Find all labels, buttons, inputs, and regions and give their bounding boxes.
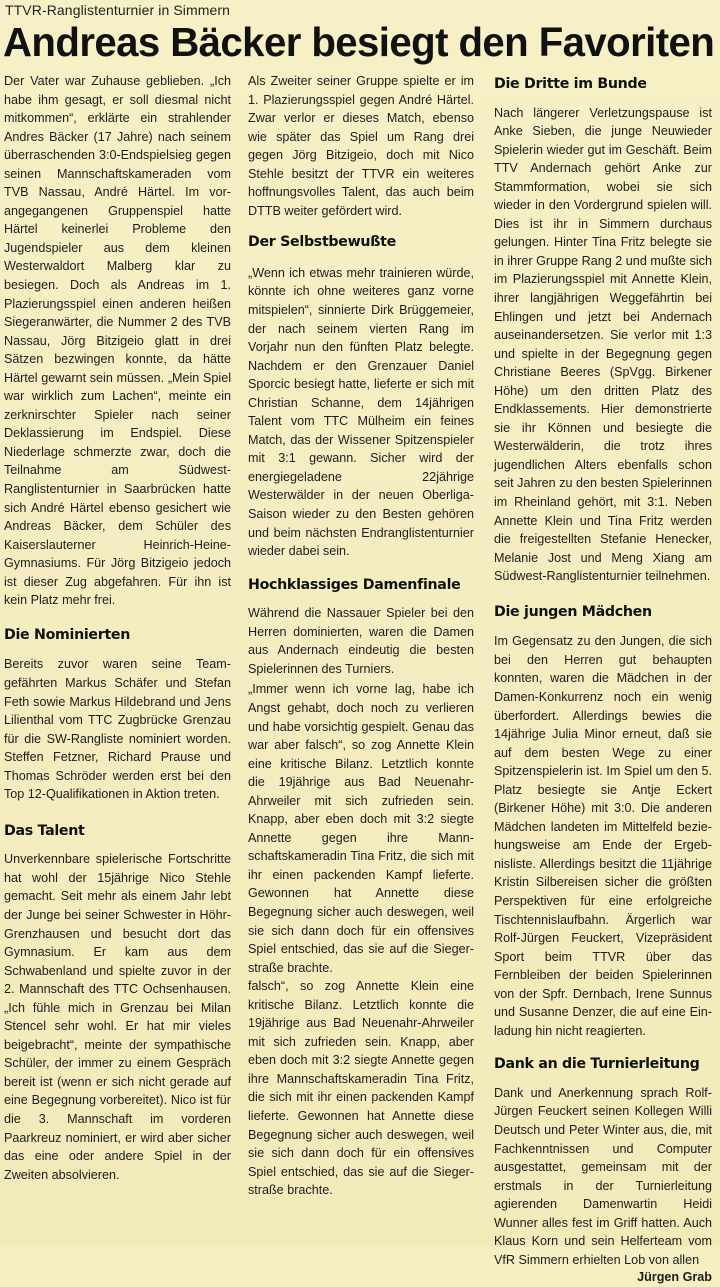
section-heading-dritte: Die Dritte im Bunde: [494, 76, 647, 92]
section-heading-damenfinale: Hochklassiges Damenfinale: [248, 576, 461, 593]
talent-continued-paragraph: Als Zweiter seiner Gruppe spielte er im 1. Plazierungsspiel gegen André Härtel. Zwar verlor er dieses Match, ebenso wie später das Spiel um Rang drei gegen Jörg Bitzigeio, doch mit Nico Stehle besitzt der TTVR ein weiteres hoffnungsvolles Talent, das auch beim DTTB weiter gefördert wird.: [248, 74, 474, 218]
damenfinale-paragraph-2: „Immer wenn ich vorne lag, habe ich Angst gehabt, doch noch zu verlieren und habe vorsichtig gespielt. Genau das war aber falsch“, so zog Annette Klein eine kritische Bilanz. Letztlich konnte die 19jährige aus Bad Neuenahr-Ahrweiler mit sich zufrieden sein. Knapp, aber eben doch mit 3:2 siegte Annette gegen ihre Mannschaftskameradin Tina Fritz, die sich mit ihr einen packenden Kampf lieferte. Gewonnen hat Annette diese Begegnung sicher auch deswegen, weil sie sich dann doch für ein offensives Spiel entschied, das sie auf die Siegerstraße brachte.: [248, 682, 474, 975]
column-2: [248, 72, 474, 1200]
selbstbewusste-paragraph: „Wenn ich etwas mehr trainieren würde, könnte ich ohne weiteres ganz vorne mitspielen“, sinnierte Dirk Brüggemeier, der nach seinem vierten Rang im Vorjahr nun den fünften Platz belegte. Nachdem er den Grenzauer Daniel Sporcic besiegt hatte, lieferte er sich mit Christian Schanne, dem 14jährigen Talent vom TTC Mülheim ein feines Match, das der Wissener Spitzenspieler mit 3:1 gewann. Sicher wird der energiegeladene 22jährige Westerwälder in der neuen Oberliga-Saison wieder zu den Besten gehören und beim nächsten Endranglistenturnier wieder dabei sein.: [248, 265, 474, 559]
dritte-paragraph: Nach längerer Verletzungspause ist Anke Sieben, die junge Neuwieder Spielerin wieder gut im Geschäft. Beim TTV Andernach gehört Anke zur Stammformation, wobei sie sich wieder in den Vordergrund spielen will. Dies ist ihr in Simmern durchaus gelungen. Hinter Tina Fritz belegte sie in ihrer Gruppe Rang 2 und mußte sich im Plazierungsspiel mit Annette Klein, ihrer langjährigen Weggefährtin bei Ehlingen und jetzt bei Andernach auseinandersetzen. Sie verlor mit 1:3 und spielte in der Begegnung gegen Christiane Beeres (SpVgg. Birkener Höhe) um den dritten Platz des Endklassements. Hier demonstrierte sie ihr Können und besiegte die Westerwälderin, die trotz ihres jugendlichen Alters ebenfalls schon seit Jahren zu den besten Spielerinnen im Rheinland gehört, mit 3:1. Neben Annette Klein und Tina Fritz werden die freigestellten Stefanie Henecker, Melanie Jost und Meng Xiang am Südwest-Ranglistenturnier teilnehmen.: [494, 105, 712, 584]
jungen-maedchen-paragraph: Im Gegensatz zu den Jungen, die sich bei den Herren gut behaupten konnten, waren die Mädchen in der Damen-Konkurrenz noch ein wenig überfordert. Allerdings bewies die 14jährige Julia Minor erneut, daß sie auf dem besten Wege zu einer Spitzenspielerin ist. Im Spiel um den 5. Platz besiegte sie Antje Eckert (Birkener Höhe) mit 3:0. Die anderen Mädchen landeten im Mittelfeld beziehungsweise am Ende der Ergebnisliste. Allerdings besitzt die 11jährige Kristin Silbereisen sicher die größten Perspektiven für eine erfolgreiche Tischtennislaufbahn. Ärgerlich war Rolf-Jürgen Feuckert, Vizepräsident Sport beim TTVR über das Fernbleiben der beiden Spielerinnen von der Spfr. Dernbach, Irene Sunnus und Susanne Denzer, die auf eine Einladung hin nicht reagierten.: [494, 634, 712, 1038]
section-heading-jungen-maedchen: Die jungen Mädchen: [494, 603, 652, 620]
dank-paragraph: Dank und Anerkennung sprach Rolf-Jürgen Feuckert seinen Kollegen Willi Deutsch und Peter Winter aus, die, mit Fachkenntnissen und Computer ausgestattet, gemeinsam mit der erstmals in der Turnierleitung agierenden Damenwartin Heidi Wunner alles fest im Griff hatten. Auch Klaus Korn und sein Helferteam vom VfR Simmern erhielten Lob von allen: [494, 1085, 712, 1267]
damenfinale-paragraph-1: Während die Nassauer Spieler bei den Herren dominierten, waren die Damen aus Andernach eindeutig die besten Spielerinnen des Turniers.: [248, 606, 474, 676]
talent-paragraph: Unverkennbare spielerische Fortschritte hat wohl der 15jährige Nico Stehle gemacht. Seit mehr als einem Jahr lebt der Junge bei seiner Schwester in Höhr-Grenzhausen und besucht dort das Gymnasium. Er kam aus dem Schwabenland und spielte zuvor in der 2. Mannschaft des TTC Ochsenhausen. „Ich fühle mich in Grenzau bei Milan Stencel sehr wohl. Er hat mir vieles beigebracht“, meinte der sympathische Schüler, der immer zu einem Gespräch bereit ist (wenn er sich nicht gerade auf eine Begegnung vorbereitet). Nico ist für die 3. Mannschaft im vorderen Paarkreuz nominiert, er wird aber sicher das eine oder andere Spiel in der Zweiten absolvieren.: [4, 852, 231, 1182]
section-heading-nominierten: Die Nominierten: [4, 626, 131, 643]
section-heading-dank: Dank an die Turnierleitung: [494, 1056, 700, 1073]
nominierten-paragraph: Bereits zuvor waren seine Teamgefährten Markus Schäfer und Stefan Feth sowie Markus Hildebrand und Jens Lilienthal vom TTC Zugbrücke Grenzau für die SW-Rangliste nominiert worden. Steffen Fetzner, Richard Prause und Thomas Schröder werden erst bei den Top 12-Qualifikationen in Aktion treten.: [4, 657, 231, 802]
column-3: [494, 72, 712, 1287]
author-byline: Jürgen Grab: [637, 1270, 712, 1285]
section-heading-selbstbewusste: Der Selbstbewußte: [248, 234, 396, 251]
intro-paragraph: Der Vater war Zuhause geblieben. „Ich habe ihm gesagt, er soll diesmal nicht mitkommen“, erklärte ein strahlender Andres Bäcker (17 Jahre) nach seinem überraschenden 3:0-Endspielsieg gegen seinen Mannschaftskameraden vom TVB Nassau, André Härtel. Im vorangegangenen Gruppenspiel hatte Härtel keinerlei Probleme den Jugendspieler aus dem kleinen Westerwaldort Malberg klar zu besiegen. Doch als Andreas im 1. Plazierungsspiel einen anderen heißen Siegeranwärter, die Nummer 2 des TVB Nassau, Jörg Bitzigeio glatt in drei Sätzen bezwingen konnte, da hätte Härtel gewarnt sein müssen. „Mein Spiel war wirklich zum Lachen“, meinte ein zerknirschter Spieler nach seiner Deklassierung im Endspiel. Diese Niederlage schmerzte zwar, doch die Teilnahme am Südwest-Ranglistenturnier in Saarbrücken hatte sich André Härtel ebenso gesichert wie Andreas Bäcker, dem Schüler des Kaiserslauterner Heinrich-Heine-Gymnasiums. Für Jörg Bitzigeio jedoch ist dieser Zug abgefahren. Für ihn ist kein Platz mehr frei.: [4, 74, 231, 608]
section-heading-talent: Das Talent: [4, 822, 85, 839]
article-kicker: TTVR-Ranglistenturnier in Simmern: [5, 2, 231, 18]
damenfinale-paragraph-3: falsch“, so zog Annette Klein eine kritische Bilanz. Letztlich konnte die 19jährige aus Bad Neuenahr-Ahrweiler mit sich zufrieden sein. Knapp, aber eben doch mit 3:2 siegte Annette gegen ihre Mannschaftskameradin Tina Fritz, die sich mit ihr einen packenden Kampf lieferte. Gewonnen hat Annette diese Begegnung sicher auch deswegen, weil sie sich dann doch für ein offensives Spiel entschied, das sie auf die Siegerstraße brachte.: [248, 979, 474, 1198]
article-headline: Andreas Bäcker besiegt den Favoriten: [3, 19, 715, 65]
column-1: [4, 72, 231, 1184]
